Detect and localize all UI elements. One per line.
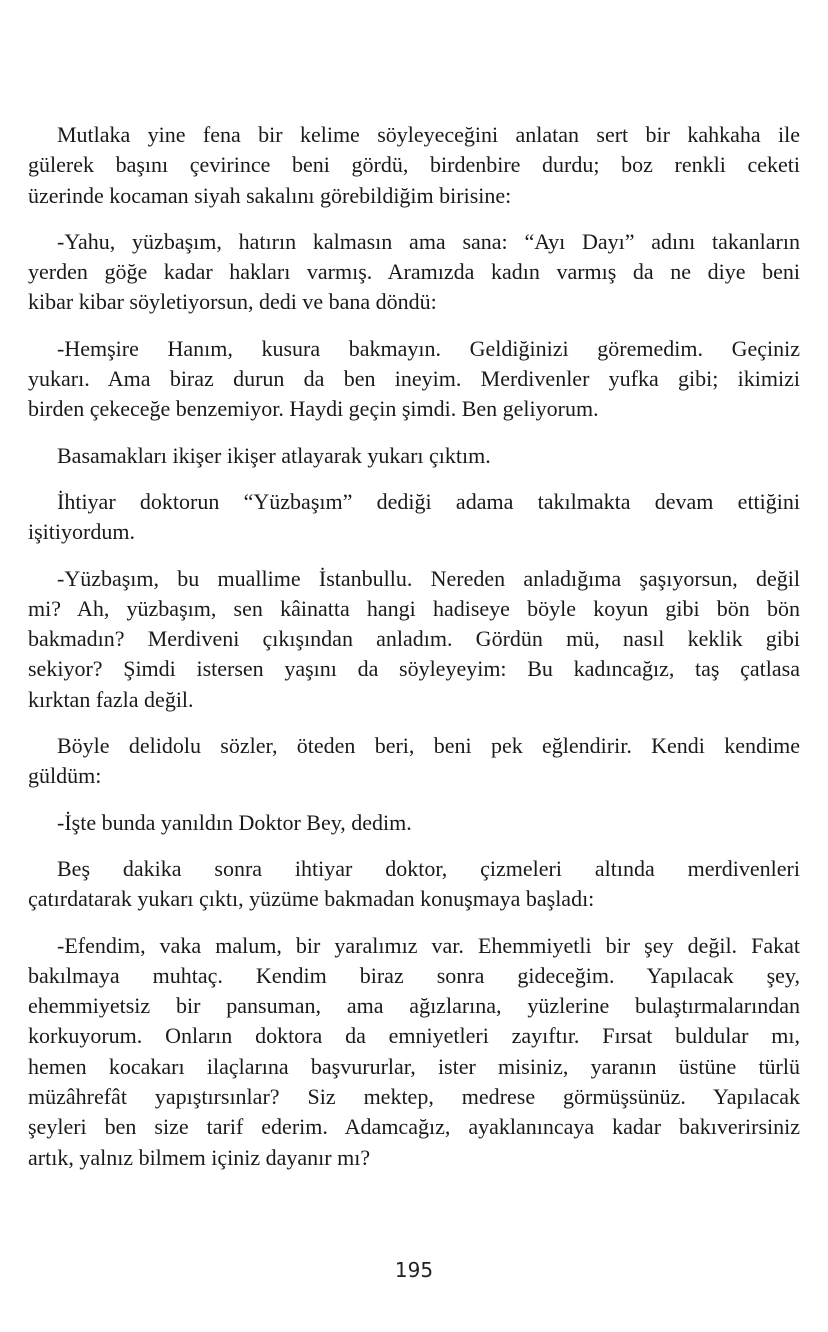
text-line: Beş dakika sonra ihtiyar doktor, çizmeleri altında merdivenleri [57,855,800,881]
text-line: bakmadın? Merdiveni çıkışından anladım. Gördün mü, nasıl keklik gibi [28,626,800,652]
text-line: hemen kocakarı ilaçlarına başvururlar, ister misiniz, yaranın üstüne türlü [28,1053,800,1079]
paragraph [28,564,800,715]
paragraph [28,120,800,211]
text-line: yerden göğe kadar hakları varmış. Aramızda kadın varmış da ne diye beni [28,259,800,285]
text-line: Böyle delidolu sözler, öteden beri, beni pek eğlendirir. Kendi kendime [57,733,800,759]
text-line: -Yüzbaşım, bu muallime İstanbullu. Nereden anladığıma şaşıyorsun, değil [57,565,800,591]
text-line: -Hemşire Hanım, kusura bakmayın. Geldiğinizi göremedim. Geçiniz [57,335,800,361]
text-line: birden çekeceğe benzemiyor. Haydi geçin şimdi. Ben geliyorum. [28,396,599,422]
page-number: 195 [394,1258,434,1282]
text-line: bakılmaya muhtaç. Kendim biraz sonra gideceğim. Yapılacak şey, [28,962,800,988]
text-line: müzâhrefât yapıştırsınlar? Siz mektep, medrese görmüşsünüz. Yapılacak [28,1084,800,1110]
text-line: kibar kibar söyletiyorsun, dedi ve bana döndü: [28,289,437,315]
text-line: Mutlaka yine fena bir kelime söyleyeceğini anlatan sert bir kahkaha ile [57,122,800,147]
text-line: şeyleri ben size tarif ederim. Adamcağız, ayaklanıncaya kadar bakıverirsiniz [28,1114,800,1140]
text-line: İhtiyar doktorun “Yüzbaşım” dediği adama takılmakta devam ettiğini [57,488,800,514]
text-line: -İşte bunda yanıldın Doktor Bey, dedim. [57,809,412,835]
text-line: işitiyordum. [28,519,135,545]
paragraph [28,441,800,471]
text-line: çatırdatarak yukarı çıktı, yüzüme bakmadan konuşmaya başladı: [28,886,595,912]
text-line: artık, yalnız bilmem içiniz dayanır mı? [28,1144,371,1170]
text-line: Basamakları ikişer ikişer atlayarak yukarı çıktım. [57,442,491,468]
text-line: -Yahu, yüzbaşım, hatırın kalmasın ama sana: “Ayı Dayı” adını takanların [57,228,800,254]
paragraph [28,487,800,548]
text-line: kırktan fazla değil. [28,686,194,712]
paragraph [28,731,800,792]
text-line: üzerinde kocaman siyah sakalını görebildiğim birisine: [28,182,512,208]
text-line: korkuyorum. Onların doktora da emniyetleri zayıftır. Fırsat buldular mı, [28,1023,800,1049]
paragraph [28,854,800,915]
text-line: güldüm: [28,763,102,789]
text-line: gülerek başını çevirince beni gördü, birdenbire durdu; boz renkli ceketi [28,152,800,178]
text-line: yukarı. Ama biraz durun da ben ineyim. Merdivenler yufka gibi; ikimizi [28,366,800,392]
text-line: -Efendim, vaka malum, bir yaralımız var. Ehemmiyetli bir şey değil. Fakat [57,932,800,958]
text-line: ehemmiyetsiz bir pansuman, ama ağızlarına, yüzlerine bulaştırmalarından [28,993,800,1019]
text-line: sekiyor? Şimdi istersen yaşını da söyleyeyim: Bu kadıncağız, taş çatlasa [28,656,800,682]
paragraph [28,931,800,1173]
paragraph [28,227,800,318]
page-body [28,120,800,1189]
paragraph [28,808,800,838]
text-line: mi? Ah, yüzbaşım, sen kâinatta hangi hadiseye böyle koyun gibi bön bön [28,595,800,621]
paragraph [28,334,800,425]
